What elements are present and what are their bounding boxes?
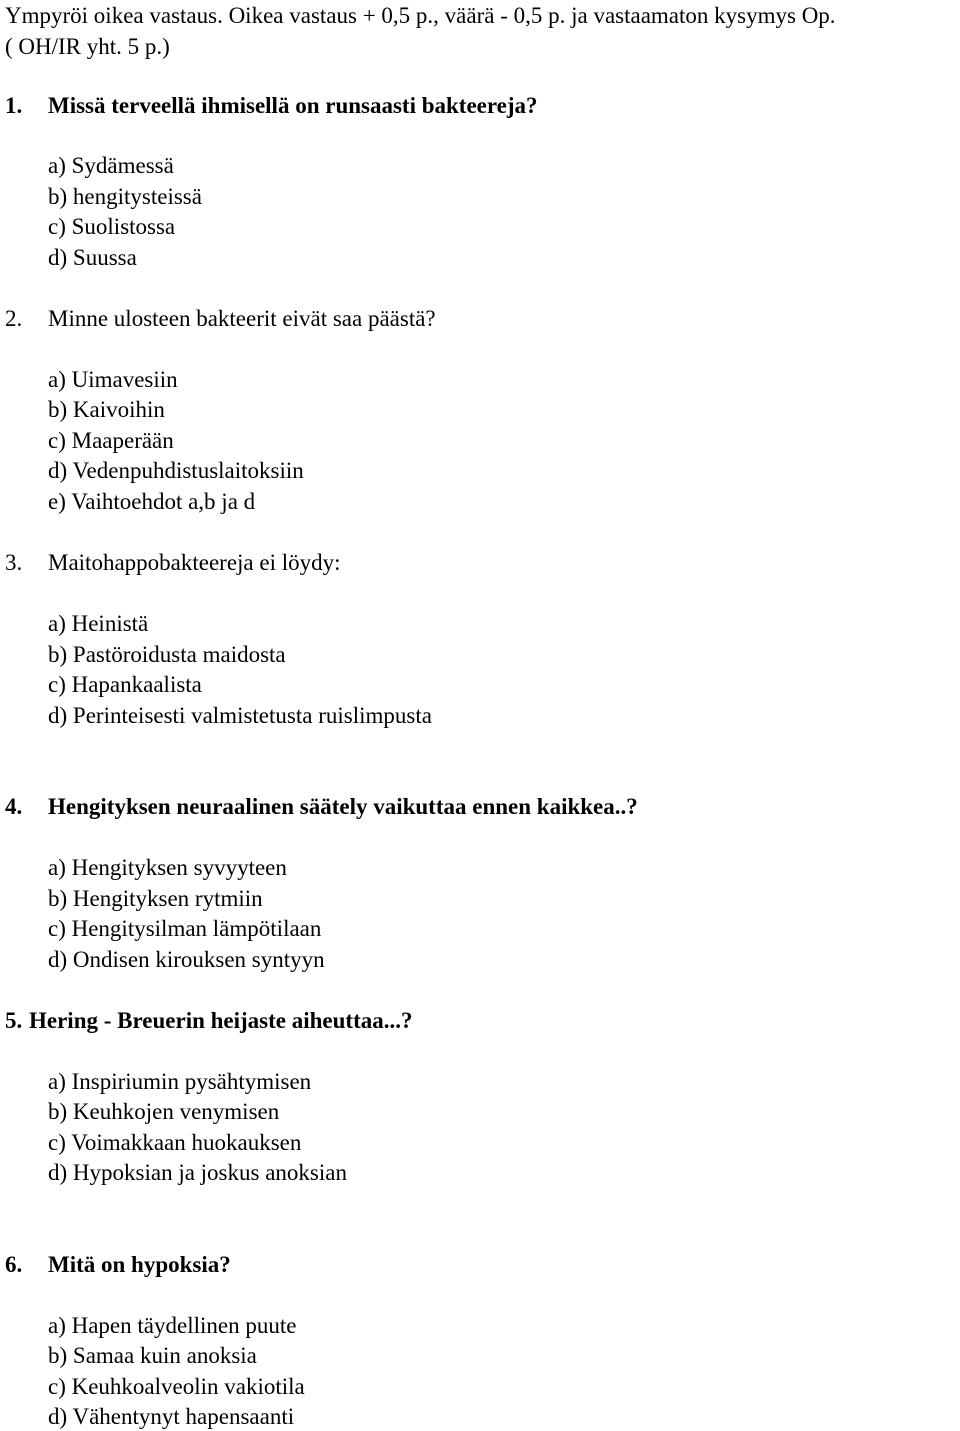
question-1-option-a[interactable]: a) Sydämessä: [48, 153, 174, 178]
question-5-option-c[interactable]: c) Voimakkaan huokauksen: [48, 1130, 302, 1155]
question-6-text: Mitä on hypoksia?: [48, 1252, 231, 1277]
question-2-option-c[interactable]: c) Maaperään: [48, 428, 174, 453]
question-4-number: 4.: [5, 794, 23, 819]
question-4-option-d[interactable]: d) Ondisen kirouksen syntyyn: [48, 947, 325, 972]
question-5-option-d[interactable]: d) Hypoksian ja joskus anoksian: [48, 1160, 347, 1185]
question-3-number: 3.: [5, 550, 23, 575]
question-3-option-b[interactable]: b) Pastöroidusta maidosta: [48, 642, 286, 667]
question-6-option-c[interactable]: c) Keuhkoalveolin vakiotila: [48, 1374, 305, 1399]
question-6-option-d[interactable]: d) Vähentynyt hapensaanti: [48, 1404, 295, 1429]
question-5-option-b[interactable]: b) Keuhkojen venymisen: [48, 1099, 280, 1124]
question-5-text: Hering - Breuerin heijaste aiheuttaa...?: [29, 1008, 413, 1033]
question-6-number: 6.: [5, 1252, 23, 1277]
question-2-option-b[interactable]: b) Kaivoihin: [48, 397, 165, 422]
question-1-option-b[interactable]: b) hengitysteissä: [48, 184, 202, 209]
question-6-option-a[interactable]: a) Hapen täydellinen puute: [48, 1313, 297, 1338]
question-1-option-d[interactable]: d) Suussa: [48, 245, 137, 270]
question-4-option-b[interactable]: b) Hengityksen rytmiin: [48, 886, 263, 911]
question-1-option-c[interactable]: c) Suolistossa: [48, 214, 176, 239]
question-4-text: Hengityksen neuraalinen säätely vaikuttaa ennen kaikkea..?: [48, 794, 638, 819]
instructions-line-2: ( OH/IR yht. 5 p.): [5, 34, 170, 59]
question-2-option-d[interactable]: d) Vedenpuhdistuslaitoksiin: [48, 458, 304, 483]
question-4-option-a[interactable]: a) Hengityksen syvyyteen: [48, 855, 287, 880]
question-2-option-e[interactable]: e) Vaihtoehdot a,b ja d: [48, 489, 256, 514]
question-2-number: 2.: [5, 306, 23, 331]
question-3-option-a[interactable]: a) Heinistä: [48, 611, 149, 636]
question-3-option-d[interactable]: d) Perinteisesti valmistetusta ruislimpusta: [48, 703, 432, 728]
question-2-option-a[interactable]: a) Uimavesiin: [48, 367, 178, 392]
instructions-line-1: Ympyröi oikea vastaus. Oikea vastaus + 0,5 p., väärä - 0,5 p. ja vastaamaton kysymys Op.: [5, 3, 836, 28]
question-4-option-c[interactable]: c) Hengitysilman lämpötilaan: [48, 916, 322, 941]
question-3-text: Maitohappobakteereja ei löydy:: [48, 550, 341, 575]
question-5-number: 5.: [5, 1008, 23, 1033]
question-2-text: Minne ulosteen bakteerit eivät saa päästä?: [48, 306, 436, 331]
question-3-option-c[interactable]: c) Hapankaalista: [48, 672, 202, 697]
question-5-option-a[interactable]: a) Inspiriumin pysähtymisen: [48, 1069, 312, 1094]
question-6-option-b[interactable]: b) Samaa kuin anoksia: [48, 1343, 257, 1368]
question-1-text: Missä terveellä ihmisellä on runsaasti bakteereja?: [48, 93, 538, 118]
question-1-number: 1.: [5, 93, 23, 118]
